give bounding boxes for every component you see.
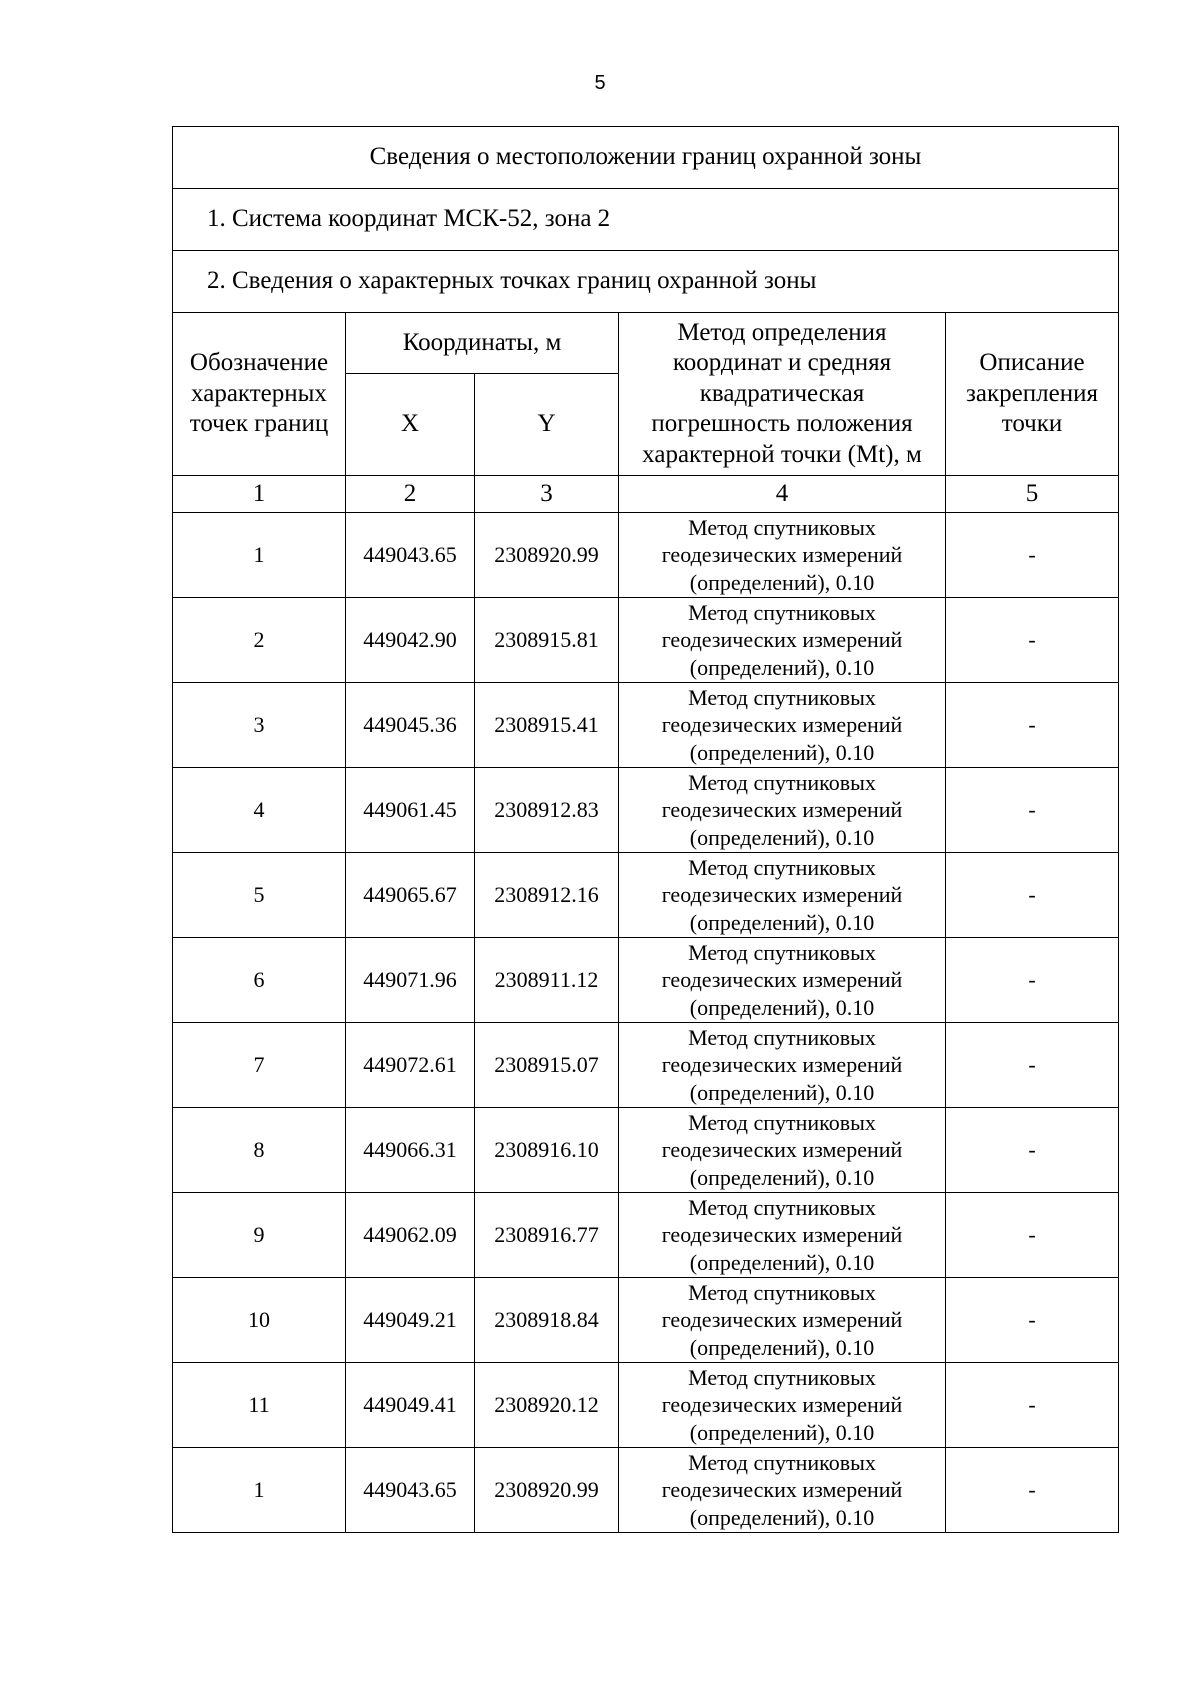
method-line: геодезических измерений xyxy=(661,542,903,568)
method-cell xyxy=(619,853,946,938)
method-line: (определений), 0.10 xyxy=(689,824,875,850)
boundary-points-table xyxy=(172,126,1119,1533)
point-cell: 6 xyxy=(173,938,346,1023)
method-line: (определений), 0.10 xyxy=(689,1334,875,1360)
x-cell: 449042.90 xyxy=(346,598,475,683)
x-cell: 449045.36 xyxy=(346,683,475,768)
method-line: геодезических измерений xyxy=(661,1222,903,1248)
header-designation-line: точек границ xyxy=(189,410,329,438)
method-line: геодезических измерений xyxy=(661,1392,903,1418)
method-line: (определений), 0.10 xyxy=(689,1419,875,1445)
header-method-line: координат и средняя xyxy=(672,349,892,377)
point-cell: 3 xyxy=(173,683,346,768)
y-cell: 2308916.10 xyxy=(475,1108,619,1193)
header-method-line: Метод определения xyxy=(677,318,887,346)
method-cell xyxy=(619,768,946,853)
point-cell: 1 xyxy=(173,513,346,598)
description-cell: - xyxy=(946,1448,1119,1533)
header-y: Y xyxy=(475,374,619,476)
method-line: Метод спутниковых xyxy=(688,854,876,880)
header-designation-line: Обозначение xyxy=(189,349,329,377)
point-cell: 7 xyxy=(173,1023,346,1108)
y-cell: 2308912.16 xyxy=(475,853,619,938)
method-cell xyxy=(619,1448,946,1533)
y-cell: 2308920.99 xyxy=(475,513,619,598)
x-cell: 449072.61 xyxy=(346,1023,475,1108)
y-cell: 2308920.99 xyxy=(475,1448,619,1533)
method-line: геодезических измерений xyxy=(661,797,903,823)
description-cell: - xyxy=(946,1108,1119,1193)
method-line: геодезических измерений xyxy=(661,1477,903,1503)
y-cell: 2308916.77 xyxy=(475,1193,619,1278)
method-line: (определений), 0.10 xyxy=(689,1164,875,1190)
y-cell: 2308911.12 xyxy=(475,938,619,1023)
description-cell: - xyxy=(946,768,1119,853)
header-description-line: закрепления xyxy=(966,379,1098,407)
header-coordinates: Координаты, м xyxy=(346,313,619,374)
header-method-line: квадратическая xyxy=(699,379,865,407)
table-row xyxy=(173,1363,1119,1448)
page-number: 5 xyxy=(594,72,606,94)
description-cell: - xyxy=(946,1363,1119,1448)
y-cell: 2308915.81 xyxy=(475,598,619,683)
point-cell: 2 xyxy=(173,598,346,683)
x-cell: 449071.96 xyxy=(346,938,475,1023)
table-row xyxy=(173,1023,1119,1108)
table-row xyxy=(173,768,1119,853)
method-line: (определений), 0.10 xyxy=(689,569,875,595)
x-cell: 449061.45 xyxy=(346,768,475,853)
header-description-line: Описание xyxy=(979,349,1085,377)
y-cell: 2308912.83 xyxy=(475,768,619,853)
method-line: геодезических измерений xyxy=(661,1137,903,1163)
method-cell xyxy=(619,1278,946,1363)
method-cell xyxy=(619,683,946,768)
method-line: Метод спутниковых xyxy=(688,1364,876,1390)
coordinate-system: 1. Система координат МСК-52, зона 2 xyxy=(173,189,1119,251)
method-cell xyxy=(619,1108,946,1193)
description-cell: - xyxy=(946,853,1119,938)
y-cell: 2308918.84 xyxy=(475,1278,619,1363)
header-designation xyxy=(173,313,346,476)
description-cell: - xyxy=(946,1023,1119,1108)
table-row xyxy=(173,853,1119,938)
point-cell: 1 xyxy=(173,1448,346,1533)
table-title: Сведения о местоположении границ охранной зоны xyxy=(173,127,1119,189)
method-line: Метод спутниковых xyxy=(688,599,876,625)
table-row xyxy=(173,1193,1119,1278)
header-designation-line: характерных xyxy=(191,379,327,407)
table-row xyxy=(173,513,1119,598)
x-cell: 449066.31 xyxy=(346,1108,475,1193)
column-numbers-row xyxy=(173,476,1119,513)
header-method xyxy=(619,313,946,476)
method-line: Метод спутниковых xyxy=(688,1194,876,1220)
method-line: Метод спутниковых xyxy=(688,1024,876,1050)
header-method-line: погрешность положения xyxy=(651,410,913,438)
method-line: Метод спутниковых xyxy=(688,1279,876,1305)
method-line: (определений), 0.10 xyxy=(689,994,875,1020)
method-line: Метод спутниковых xyxy=(688,514,876,540)
table-row xyxy=(173,938,1119,1023)
method-line: (определений), 0.10 xyxy=(689,909,875,935)
method-cell xyxy=(619,1023,946,1108)
x-cell: 449043.65 xyxy=(346,1448,475,1533)
y-cell: 2308920.12 xyxy=(475,1363,619,1448)
column-number: 5 xyxy=(946,476,1119,513)
method-line: Метод спутниковых xyxy=(688,1109,876,1135)
header-method-line: характерной точки (Mt), м xyxy=(642,440,922,468)
x-cell: 449065.67 xyxy=(346,853,475,938)
point-cell: 5 xyxy=(173,853,346,938)
method-line: геодезических измерений xyxy=(661,712,903,738)
x-cell: 449049.41 xyxy=(346,1363,475,1448)
method-cell xyxy=(619,938,946,1023)
description-cell: - xyxy=(946,513,1119,598)
table-row xyxy=(173,1448,1119,1533)
header-x: X xyxy=(346,374,475,476)
method-line: геодезических измерений xyxy=(661,882,903,908)
x-cell: 449043.65 xyxy=(346,513,475,598)
table-row xyxy=(173,683,1119,768)
method-line: (определений), 0.10 xyxy=(689,739,875,765)
y-cell: 2308915.07 xyxy=(475,1023,619,1108)
column-number: 1 xyxy=(173,476,346,513)
table-row xyxy=(173,1278,1119,1363)
method-line: Метод спутниковых xyxy=(688,769,876,795)
method-line: (определений), 0.10 xyxy=(689,1079,875,1105)
y-cell: 2308915.41 xyxy=(475,683,619,768)
x-cell: 449062.09 xyxy=(346,1193,475,1278)
method-cell xyxy=(619,1363,946,1448)
description-cell: - xyxy=(946,1193,1119,1278)
method-line: Метод спутниковых xyxy=(688,1449,876,1475)
description-cell: - xyxy=(946,938,1119,1023)
header-description xyxy=(946,313,1119,476)
method-line: Метод спутниковых xyxy=(688,684,876,710)
method-cell xyxy=(619,1193,946,1278)
method-line: (определений), 0.10 xyxy=(689,1504,875,1530)
method-line: геодезических измерений xyxy=(661,1052,903,1078)
method-line: геодезических измерений xyxy=(661,967,903,993)
column-number: 2 xyxy=(346,476,475,513)
method-line: Метод спутниковых xyxy=(688,939,876,965)
method-line: (определений), 0.10 xyxy=(689,1249,875,1275)
description-cell: - xyxy=(946,683,1119,768)
point-cell: 9 xyxy=(173,1193,346,1278)
point-cell: 8 xyxy=(173,1108,346,1193)
column-number: 4 xyxy=(619,476,946,513)
description-cell: - xyxy=(946,1278,1119,1363)
method-cell xyxy=(619,598,946,683)
x-cell: 449049.21 xyxy=(346,1278,475,1363)
description-cell: - xyxy=(946,598,1119,683)
header-description-line: точки xyxy=(1001,410,1063,438)
method-cell xyxy=(619,513,946,598)
points-heading: 2. Сведения о характерных точках границ охранной зоны xyxy=(173,251,1119,313)
point-cell: 11 xyxy=(173,1363,346,1448)
point-cell: 4 xyxy=(173,768,346,853)
method-line: (определений), 0.10 xyxy=(689,654,875,680)
method-line: геодезических измерений xyxy=(661,627,903,653)
method-line: геодезических измерений xyxy=(661,1307,903,1333)
table-row xyxy=(173,598,1119,683)
point-cell: 10 xyxy=(173,1278,346,1363)
column-number: 3 xyxy=(475,476,619,513)
table-row xyxy=(173,1108,1119,1193)
